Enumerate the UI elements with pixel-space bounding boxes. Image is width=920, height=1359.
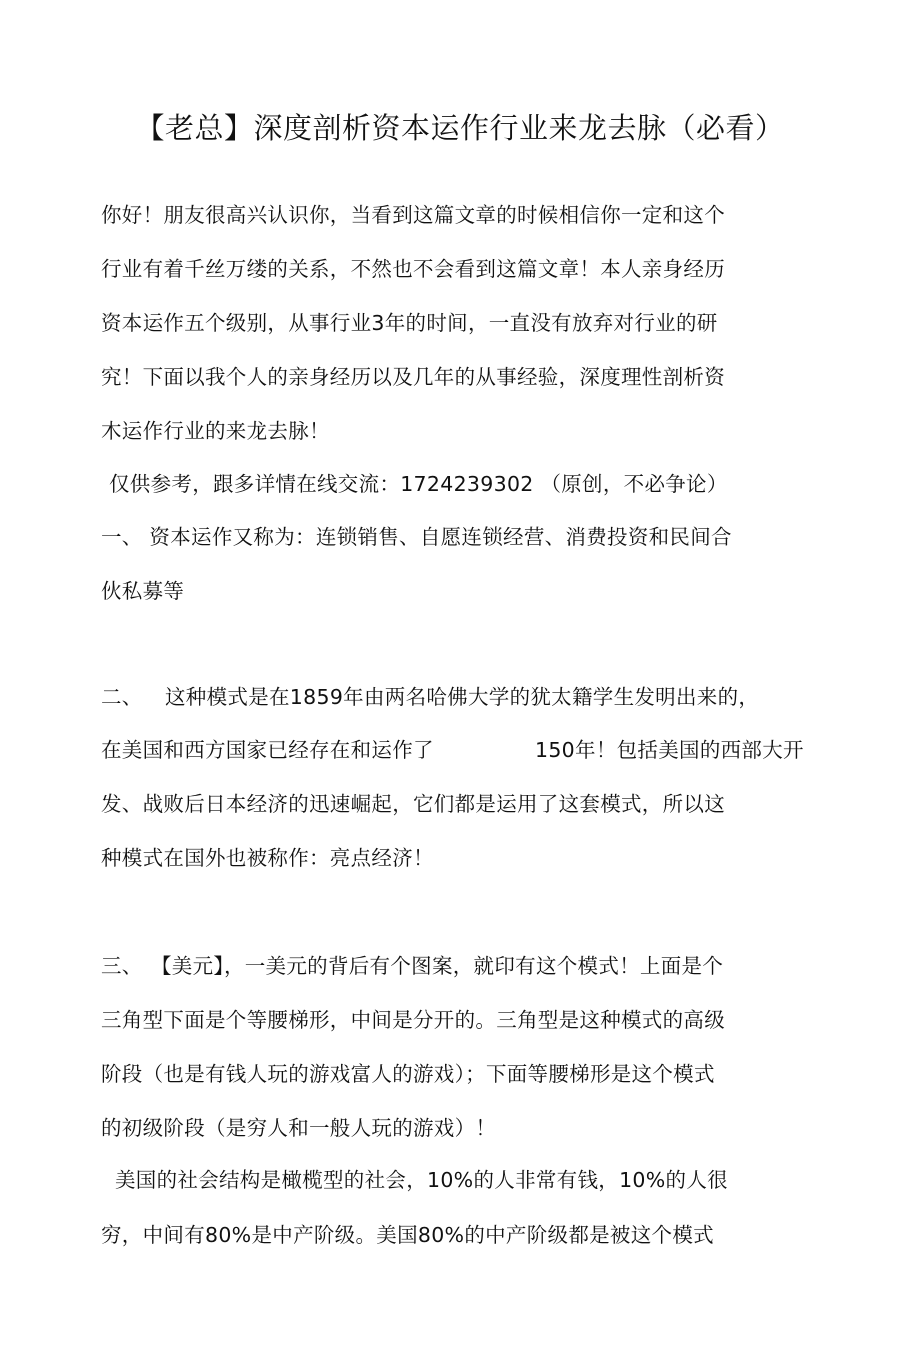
section-3-line: 阶段（也是有钱人玩的游戏富人的游戏）；下面等腰梯形是这个模式 bbox=[101, 1062, 715, 1086]
document-title: 【老总】深度剖析资本运作行业来龙去脉（必看） bbox=[135, 111, 785, 145]
paragraph-line: 究！下面以我个人的亲身经历以及几年的从事经验，深度理性剖析资 bbox=[101, 365, 725, 389]
society-line: 穷，中间有80%是中产阶级。美国80%的中产阶级都是被这个模式 bbox=[101, 1223, 714, 1247]
section-3-line: 【美元】，一美元的背后有个图案，就印有这个模式！上面是个 bbox=[151, 954, 724, 978]
section-1-line: 一、 资本运作又称为：连锁销售、自愿连锁经营、消费投资和民间合 bbox=[101, 525, 732, 549]
section-3-line: 的初级阶段（是穷人和一般人玩的游戏）！ bbox=[101, 1116, 497, 1140]
section-2-line: 发、战败后日本经济的迅速崛起，它们都是运用了这套模式，所以这 bbox=[101, 792, 725, 816]
paragraph-line: 行业有着千丝万缕的关系，不然也不会看到这篇文章！本人亲身经历 bbox=[101, 257, 725, 281]
paragraph-line: 木运作行业的来龙去脉！ bbox=[101, 419, 330, 443]
section-2-line: 在美国和西方国家已经存在和运作了 bbox=[101, 738, 434, 762]
section-3-marker: 三、 bbox=[101, 954, 143, 978]
section-2-line: 150年！包括美国的西部大开 bbox=[535, 738, 804, 762]
paragraph-line: 你好！朋友很高兴认识你，当看到这篇文章的时候相信你一定和这个 bbox=[101, 203, 725, 227]
section-1-line: 伙私募等 bbox=[101, 579, 185, 603]
section-2-line: 种模式在国外也被称作：亮点经济！ bbox=[101, 846, 434, 870]
section-3-line: 三角型下面是个等腰梯形，中间是分开的。三角型是这种模式的高级 bbox=[101, 1008, 725, 1032]
paragraph-line: 资本运作五个级别，从事行业3年的时间，一直没有放弃对行业的研 bbox=[101, 311, 718, 335]
section-2-marker: 二、 bbox=[101, 685, 143, 709]
section-2-line: 这种模式是在1859年由两名哈佛大学的犹太籍学生发明出来的， bbox=[165, 685, 760, 709]
contact-line: 仅供参考，跟多详情在线交流：1724239302 （原创，不必争论） bbox=[109, 472, 728, 496]
society-line: 美国的社会结构是橄榄型的社会，10%的人非常有钱，10%的人很 bbox=[115, 1168, 728, 1192]
